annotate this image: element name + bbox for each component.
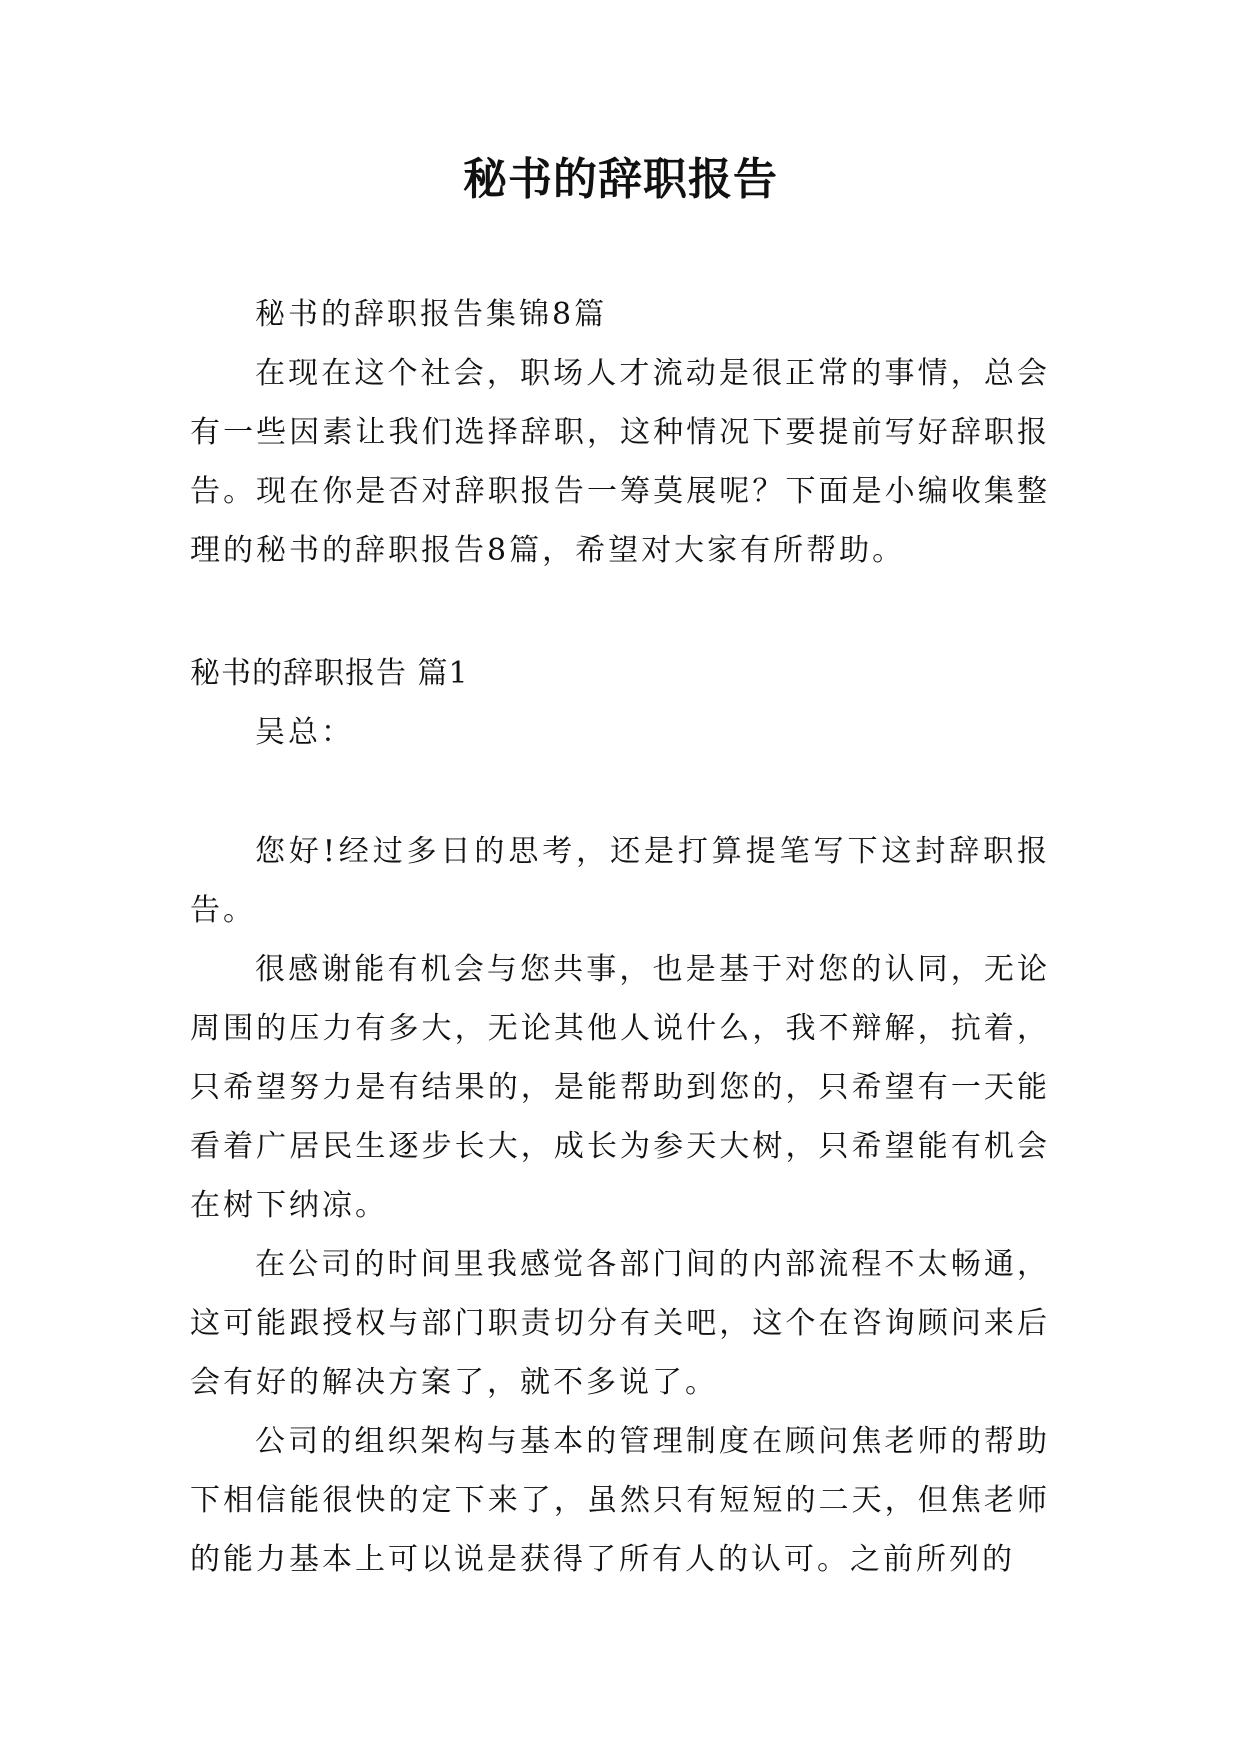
body-paragraph: 您好!经过多日的思考，还是打算提笔写下这封辞职报告。 — [190, 834, 1050, 928]
salutation: 吴总： — [255, 715, 354, 750]
section-heading: 秘书的辞职报告 篇1 — [190, 656, 469, 691]
intro-paragraph: 在现在这个社会，职场人才流动是很正常的事情，总会有一些因素让我们选择辞职，这种情况下要提前写好辞职报告。现在你是否对辞职报告一筹莫展呢？下面是小编收集整理的秘书的辞职报告8篇，希望对大家有所帮助。 — [190, 356, 1050, 568]
page-title: 秘书的辞职报告 — [463, 154, 778, 205]
document-body — [190, 285, 1050, 1589]
collection-subtitle: 秘书的辞职报告集锦8篇 — [255, 297, 608, 332]
body-paragraph: 很感谢能有机会与您共事，也是基于对您的认同，无论周围的压力有多大，无论其他人说什么，我不辩解，抗着，只希望努力是有结果的，是能帮助到您的，只希望有一天能看着广居民生逐步长大，成长为参天大树，只希望能有机会在树下纳凉。 — [190, 952, 1050, 1223]
body-paragraph: 公司的组织架构与基本的管理制度在顾问焦老师的帮助下相信能很快的定下来了，虽然只有短短的二天，但焦老师的能力基本上可以说是获得了所有人的认可。之前所列的 — [190, 1424, 1050, 1577]
body-paragraph: 在公司的时间里我感觉各部门间的内部流程不太畅通，这可能跟授权与部门职责切分有关吧，这个在咨询顾问来后会有好的解决方案了，就不多说了。 — [190, 1247, 1050, 1400]
